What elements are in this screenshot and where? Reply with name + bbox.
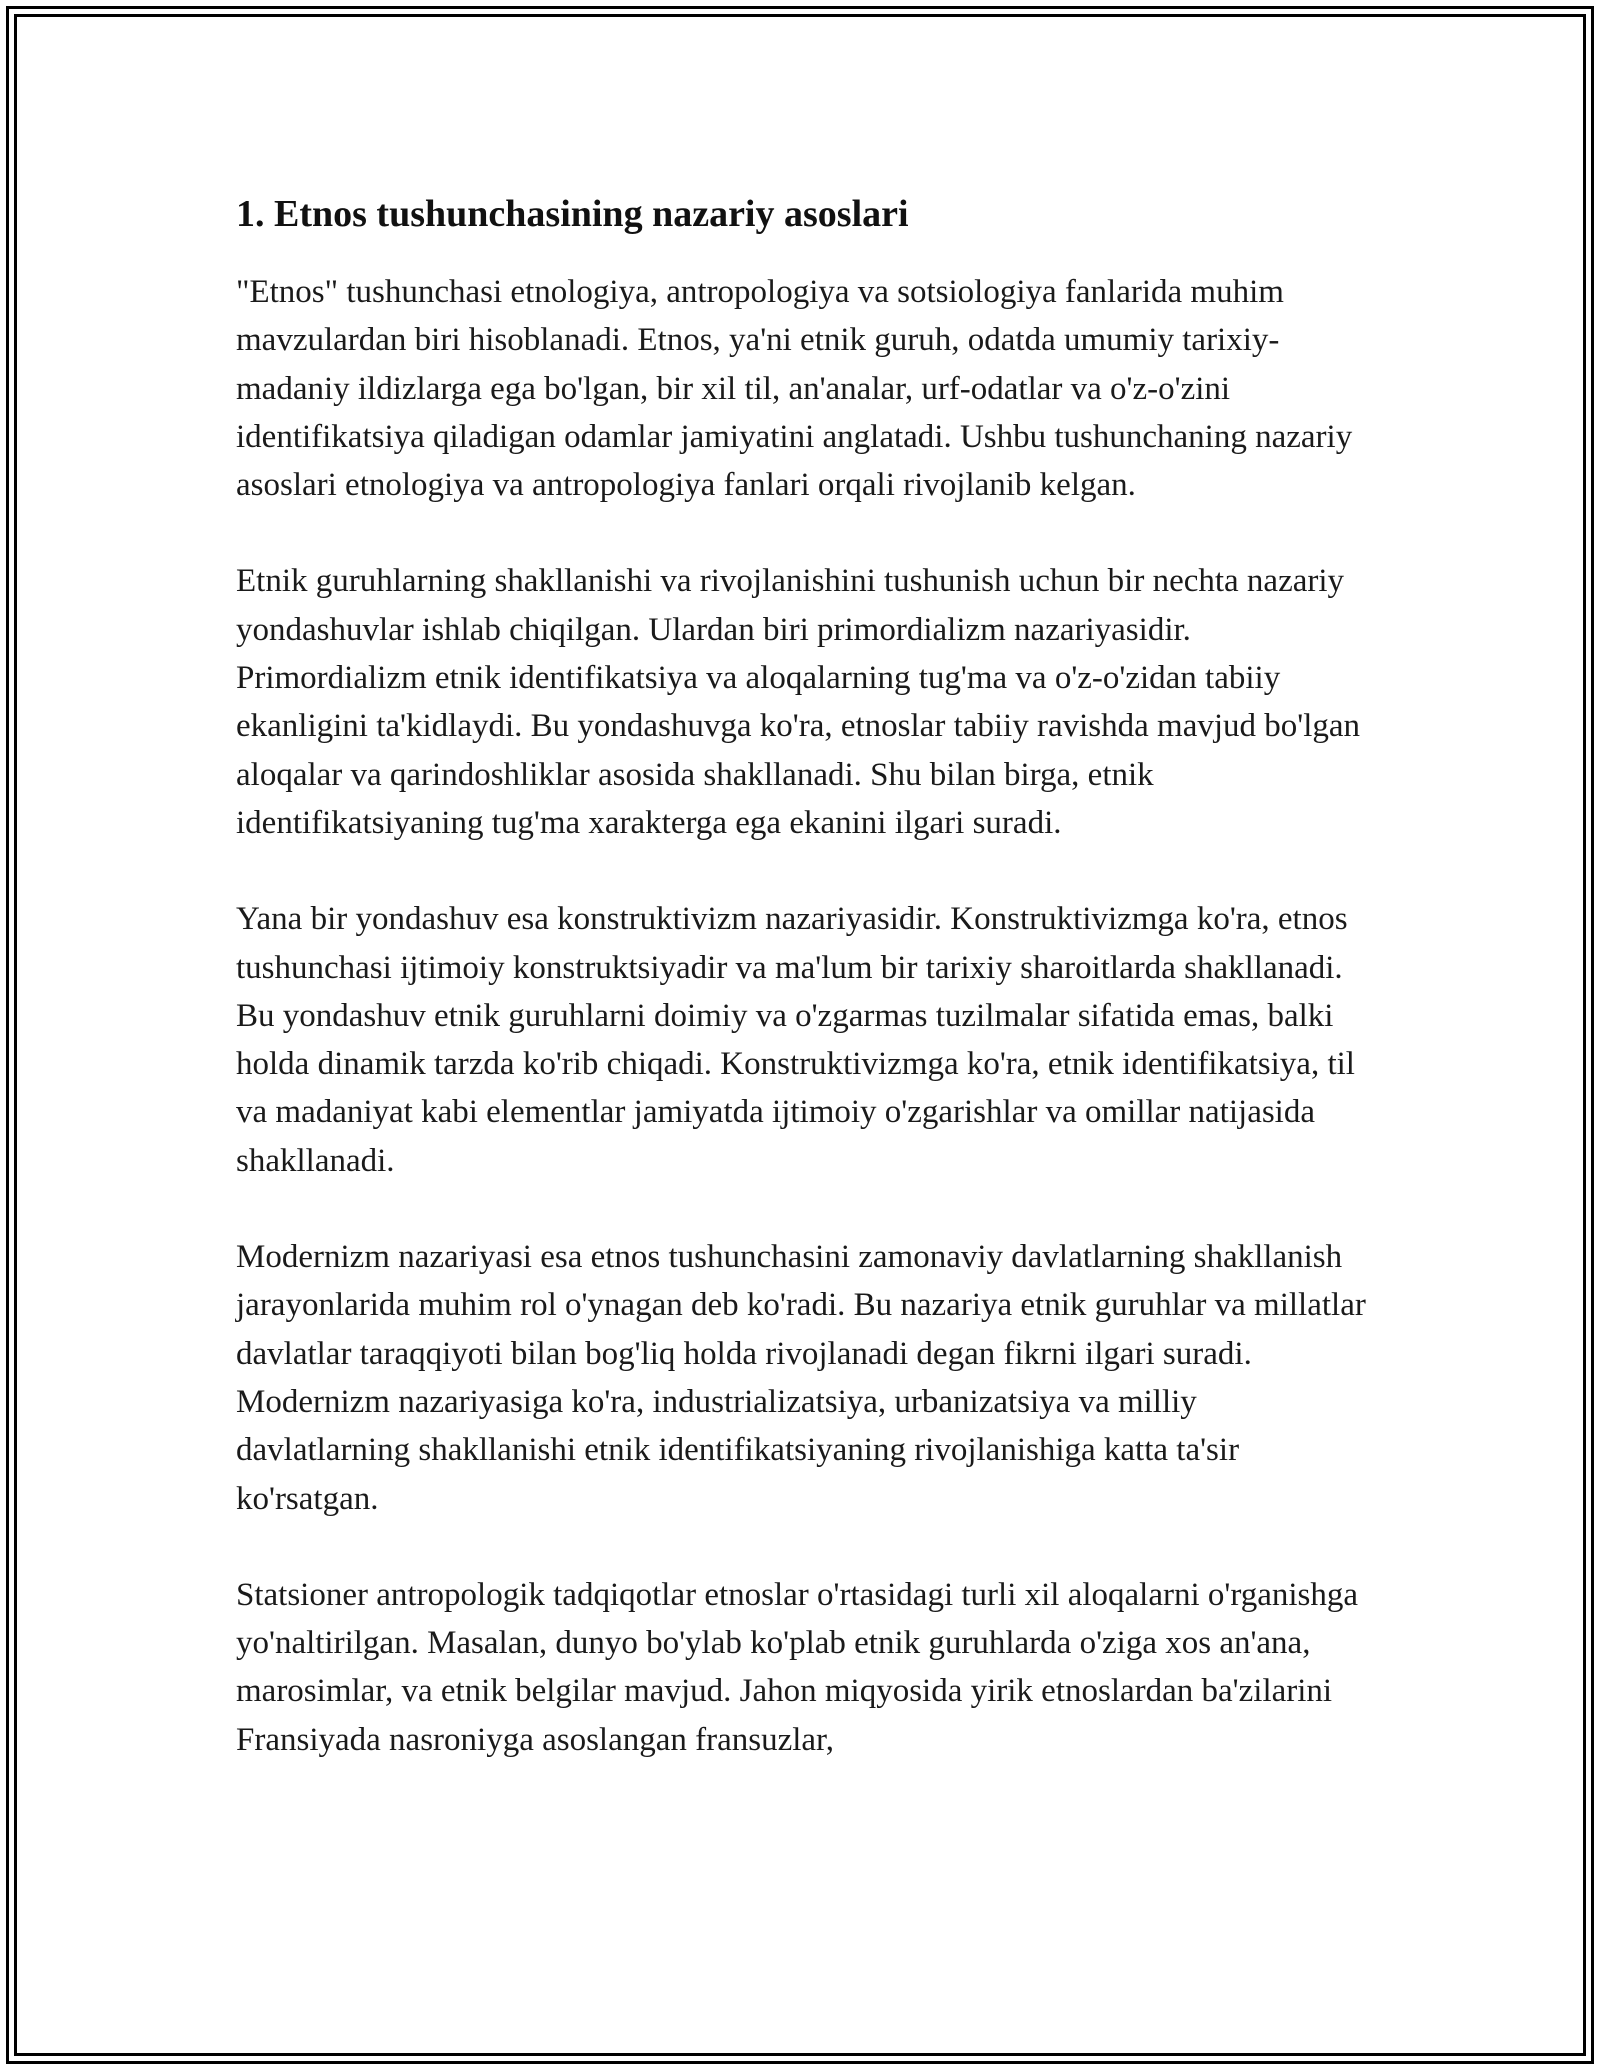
document-body [236,188,1366,1812]
paragraph-1: "Etnos" tushunchasi etnologiya, antropologiya va sotsiologiya fanlarida muhim mavzulardan biri hisoblanadi. Etnos, ya'ni etnik guruh, odatda umumiy tarixiy-madaniy ildizlarga ega bo'lgan, bir xil til, an'analar, urf-odatlar va o'z-o'zini identifikatsiya qiladigan odamlar jamiyatini anglatadi. Ushbu tushunchaning nazariy asoslari etnologiya va antropologiya fanlari orqali rivojlanib kelgan. [236,274,1353,504]
paragraph-4: Modernizm nazariyasi esa etnos tushunchasini zamonaviy davlatlarning shakllanish jarayonlarida muhim rol o'ynagan deb ko'radi. Bu nazariya etnik guruhlar va millatlar davlatlar taraqqiyoti bilan bog'liq holda rivojlanadi degan fikrni ilgari suradi. Modernizm nazariyasiga ko'ra, industrializatsiya, urbanizatsiya va milliy davlatlarning shakllanishi etnik identifikatsiyaning rivojlanishiga katta ta'sir ko'rsatgan. [236,1239,1366,1517]
paragraph-2: Etnik guruhlarning shakllanishi va rivojlanishini tushunish uchun bir nechta nazariy yondashuvlar ishlab chiqilgan. Ulardan biri primordializm nazariyasidir. Primordializm etnik identifikatsiya va aloqalarning tug'ma va o'z-o'zidan tabiiy ekanligini ta'kidlaydi. Bu yondashuvga ko'ra, etnoslar tabiiy ravishda mavjud bo'lgan aloqalar va qarindoshliklar asosida shakllanadi. Shu bilan birga, etnik identifikatsiyaning tug'ma xarakterga ega ekanini ilgari suradi. [236,563,1361,841]
paragraph-5: Statsioner antropologik tadqiqotlar etnoslar o'rtasidagi turli xil aloqalarni o'rganishga yo'naltirilgan. Masalan, dunyo bo'ylab ko'plab etnik guruhlarda o'ziga xos an'ana, marosimlar, va etnik belgilar mavjud. Jahon miqyosida yirik etnoslardan ba'zilarini Fransiyada nasroniyga asoslangan fransuzlar, [236,1576,1359,1758]
section-heading: 1. Etnos tushunchasining nazariy asoslari [236,193,909,235]
paragraph-3: Yana bir yondashuv esa konstruktivizm nazariyasidir. Konstruktivizmga ko'ra, etnos tushunchasi ijtimoiy konstruktsiyadir va ma'lum bir tarixiy sharoitlarda shakllanadi. Bu yondashuv etnik guruhlarni doimiy va o'zgarmas tuzilmalar sifatida emas, balki holda dinamik tarzda ko'rib chiqadi. Konstruktivizmga ko'ra, etnik identifikatsiya, til va madaniyat kabi elementlar jamiyatda ijtimoiy o'zgarishlar va omillar natijasida shakllanadi. [236,901,1355,1179]
